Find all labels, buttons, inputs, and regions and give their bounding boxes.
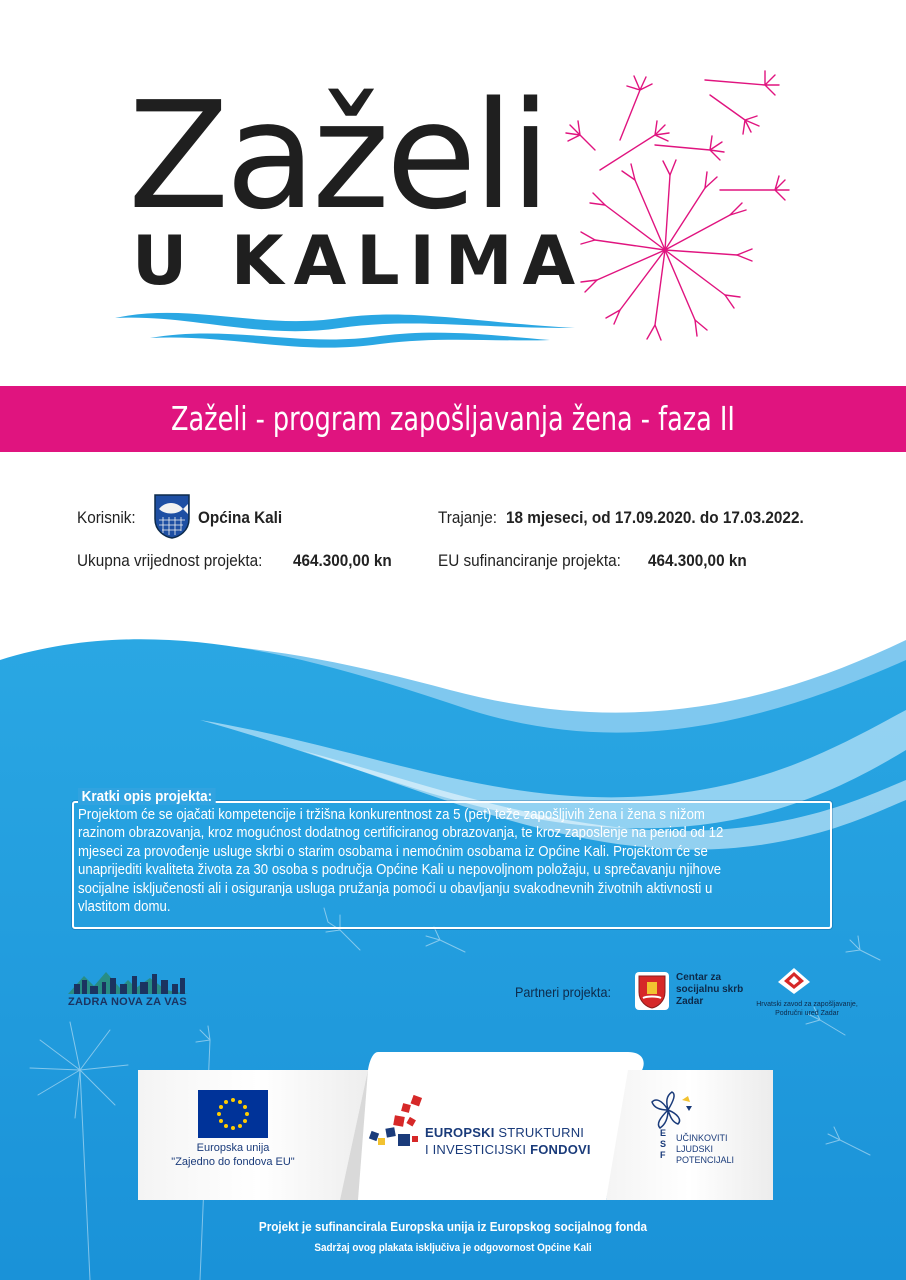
esf-letters: E S F xyxy=(660,1128,667,1160)
description-line: unaprijediti kvaliteta života za 30 osoba s područja Općine Kali u nepovoljnom položaju, u sprečavanju njihove xyxy=(78,862,722,879)
hzz-text: Hrvatski zavod za zapošljavanje, Područni ured Zadar xyxy=(756,1001,858,1017)
esf-text: UČINKOVITI LJUDSKI POTENCIJALI xyxy=(676,1133,735,1165)
esi-funds-squares-icon xyxy=(364,1094,424,1152)
zadra-logo-text: ZADRA NOVA ZA VAS xyxy=(68,996,187,1008)
description-line: vlastitom domu. xyxy=(78,899,171,916)
funding-statement: Projekt je sufinancirala Europska unija iz Europskog socijalnog fonda xyxy=(258,1219,648,1234)
description-line: mjeseci za provođenje usluge skrbi o starim osobama i nemoćnim osobama iz Općine Kali. Projektom će se xyxy=(78,843,708,860)
eu-flag-icon xyxy=(198,1090,268,1138)
description-line: Projektom će se ojačati kompetencije i tržišna konkurentnost za 5 (pet) teže zapošljivih žena i žena s nižom xyxy=(78,807,705,823)
kali-coat-of-arms-icon xyxy=(153,493,191,539)
responsibility-disclaimer: Sadržaj ovog plakata isključiva je odgovornost Općine Kali xyxy=(314,1242,592,1254)
total-value: 464.300,00 kn xyxy=(293,551,392,570)
partners-label: Partneri projekta: xyxy=(515,984,611,1000)
eu-cofinancing-value: 464.300,00 kn xyxy=(648,551,747,570)
eu-label: Europska unija xyxy=(196,1142,270,1154)
hzz-logo-icon xyxy=(776,966,812,996)
eu-slogan: "Zajedno do fondova EU" xyxy=(171,1156,295,1168)
poster-subtitle: U KALIMA xyxy=(132,222,586,301)
zadra-skyline-logo xyxy=(66,966,190,996)
duration-label: Trajanje: xyxy=(438,508,497,527)
header-waves-graphic xyxy=(110,300,580,360)
dandelion-graphic xyxy=(560,40,810,350)
czss-shield-icon xyxy=(635,972,669,1010)
project-description-text xyxy=(78,806,829,916)
eu-cofinancing-label: EU sufinanciranje projekta: xyxy=(438,551,621,570)
duration-value: 18 mjeseci, od 17.09.2020. do 17.03.2022. xyxy=(506,508,804,527)
poster-title: Zaželi xyxy=(128,70,548,242)
esf-pinwheel-icon xyxy=(648,1090,696,1130)
project-description-title: Kratki opis projekta: xyxy=(78,788,216,805)
beneficiary-label: Korisnik: xyxy=(77,508,136,527)
esi-funds-text-line2: I INVESTICIJSKI FONDOVI xyxy=(425,1142,591,1157)
total-value-label: Ukupna vrijednost projekta: xyxy=(77,551,263,570)
description-line: socijalne isključenosti ali i osiguranja usluga pružanja pomoći u obavljanju svakodnevnih životnih aktivnosti u xyxy=(78,880,713,897)
beneficiary-value: Općina Kali xyxy=(198,508,283,527)
czss-text: Centar za socijalnu skrb Zadar xyxy=(676,972,744,1007)
description-line: razinom obrazovanja, kroz mogućnost dodatnog certificiranog obrazovanja, te kroz zaposlenje na period od 12 xyxy=(78,825,724,842)
esi-funds-text-line1: EUROPSKI STRUKTURNI xyxy=(425,1125,585,1140)
program-band-text: Zaželi - program zapošljavanja žena - faza II xyxy=(171,399,735,438)
czss-logo xyxy=(635,972,669,1010)
